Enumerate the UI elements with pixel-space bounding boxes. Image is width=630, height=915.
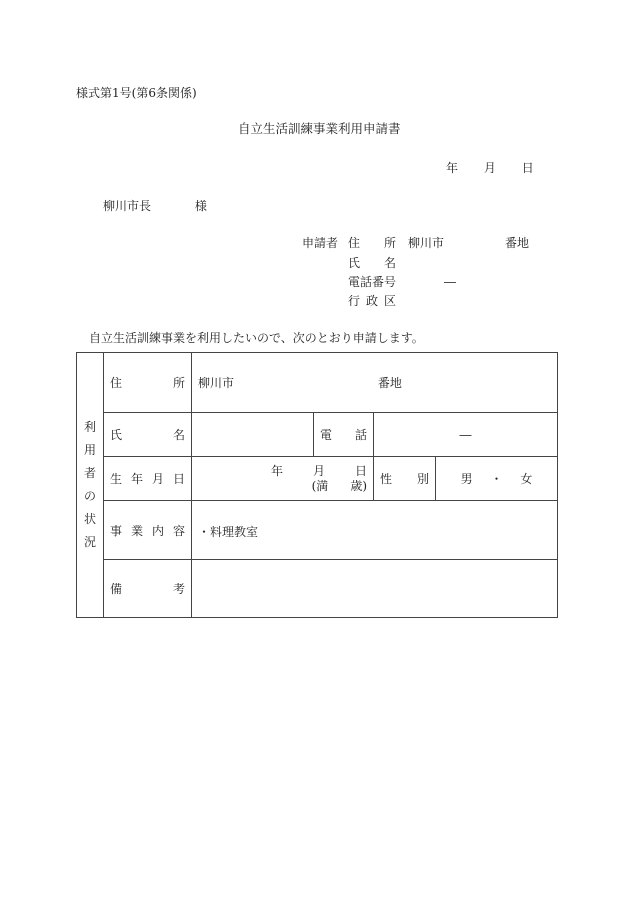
section-char-1: 利 bbox=[83, 420, 96, 434]
gender-field[interactable] bbox=[436, 457, 558, 501]
date-day: 日 bbox=[521, 161, 534, 175]
gender-male[interactable]: 男 bbox=[460, 472, 473, 486]
applicant-status-table bbox=[76, 352, 558, 618]
phone-label-2: 話 bbox=[354, 428, 367, 442]
section-char-4: の bbox=[83, 489, 96, 503]
birth-label-2: 年 bbox=[130, 472, 143, 486]
birth-label-3: 月 bbox=[151, 472, 164, 486]
applicant-role: 申請者 bbox=[302, 236, 339, 250]
birth-label bbox=[104, 457, 192, 501]
row-name bbox=[77, 413, 558, 457]
birth-field[interactable] bbox=[192, 457, 374, 501]
row-remarks bbox=[77, 560, 558, 618]
business-label-4: 容 bbox=[172, 523, 185, 538]
birth-age-close: 歳) bbox=[350, 478, 367, 493]
section-char-6: 況 bbox=[83, 535, 96, 549]
birth-label-4: 日 bbox=[172, 472, 185, 486]
applicant-district-label-1: 行 bbox=[348, 294, 361, 308]
applicant-name-label-2: 名 bbox=[383, 256, 396, 270]
applicant-phone-dash: ― bbox=[444, 275, 456, 289]
business-field[interactable] bbox=[192, 501, 558, 560]
address-label-2: 所 bbox=[172, 376, 185, 390]
applicant-address-city: 柳川市 bbox=[408, 236, 445, 250]
business-label-3: 内 bbox=[151, 523, 164, 538]
row-address bbox=[77, 353, 558, 413]
business-label bbox=[104, 501, 192, 560]
birth-age-open: (満 bbox=[311, 478, 329, 493]
address-label bbox=[104, 353, 192, 413]
remarks-label-2: 考 bbox=[172, 582, 185, 596]
gender-female[interactable]: 女 bbox=[520, 472, 533, 486]
phone-field[interactable] bbox=[374, 413, 558, 457]
applicant-district-label-2: 政 bbox=[365, 294, 378, 308]
remarks-field[interactable] bbox=[192, 560, 558, 618]
name-label-2: 名 bbox=[172, 428, 185, 442]
remarks-label-1: 備 bbox=[110, 582, 123, 596]
applicant-name-label bbox=[348, 256, 396, 270]
birth-label-1: 生 bbox=[110, 472, 123, 486]
addressee-name: 柳川市長 bbox=[103, 199, 152, 213]
address-suffix: 番地 bbox=[377, 376, 402, 390]
form-number: 様式第1号(第6条関係) bbox=[76, 86, 197, 100]
section-label bbox=[77, 353, 104, 618]
birth-month: 月 bbox=[312, 463, 325, 478]
business-label-1: 事 bbox=[110, 523, 123, 538]
date-year: 年 bbox=[446, 161, 459, 175]
applicant-address-label bbox=[348, 236, 396, 250]
section-char-5: 状 bbox=[83, 512, 96, 526]
applicant-district-label-3: 区 bbox=[383, 294, 396, 308]
business-value: ・料理教室 bbox=[198, 525, 259, 539]
phone-dash: ― bbox=[459, 427, 472, 442]
address-city: 柳川市 bbox=[198, 376, 235, 390]
name-label bbox=[104, 413, 192, 457]
section-char-3: 者 bbox=[83, 466, 96, 480]
date-line bbox=[446, 161, 534, 175]
address-field[interactable] bbox=[192, 353, 558, 413]
applicant-district-label bbox=[348, 294, 396, 308]
page-title: 自立生活訓練事業利用申請書 bbox=[238, 121, 401, 136]
section-char-2: 用 bbox=[83, 443, 96, 457]
birth-day: 日 bbox=[354, 463, 367, 478]
phone-label bbox=[314, 413, 374, 457]
gender-label bbox=[374, 457, 436, 501]
name-label-1: 氏 bbox=[110, 428, 123, 442]
applicant-name-label-1: 氏 bbox=[348, 256, 361, 270]
remarks-label bbox=[104, 560, 192, 618]
phone-label-1: 電 bbox=[320, 428, 333, 442]
applicant-address-label-1: 住 bbox=[348, 236, 361, 250]
birth-year: 年 bbox=[270, 463, 283, 478]
gender-label-2: 別 bbox=[416, 472, 429, 486]
applicant-phone-label: 電話番号 bbox=[348, 275, 397, 289]
addressee-honorific: 様 bbox=[194, 199, 207, 213]
date-month: 月 bbox=[483, 161, 496, 175]
gender-separator: ・ bbox=[490, 472, 503, 486]
gender-label-1: 性 bbox=[380, 472, 393, 486]
row-business bbox=[77, 501, 558, 560]
addressee bbox=[103, 199, 207, 213]
name-field[interactable] bbox=[192, 413, 314, 457]
row-birth bbox=[77, 457, 558, 501]
applicant-address-label-2: 所 bbox=[383, 236, 396, 250]
intro-text: 自立生活訓練事業を利用したいので、次のとおり申請します。 bbox=[89, 331, 424, 345]
applicant-address-suffix: 番地 bbox=[505, 236, 530, 250]
address-label-1: 住 bbox=[110, 376, 123, 390]
business-label-2: 業 bbox=[130, 523, 143, 538]
